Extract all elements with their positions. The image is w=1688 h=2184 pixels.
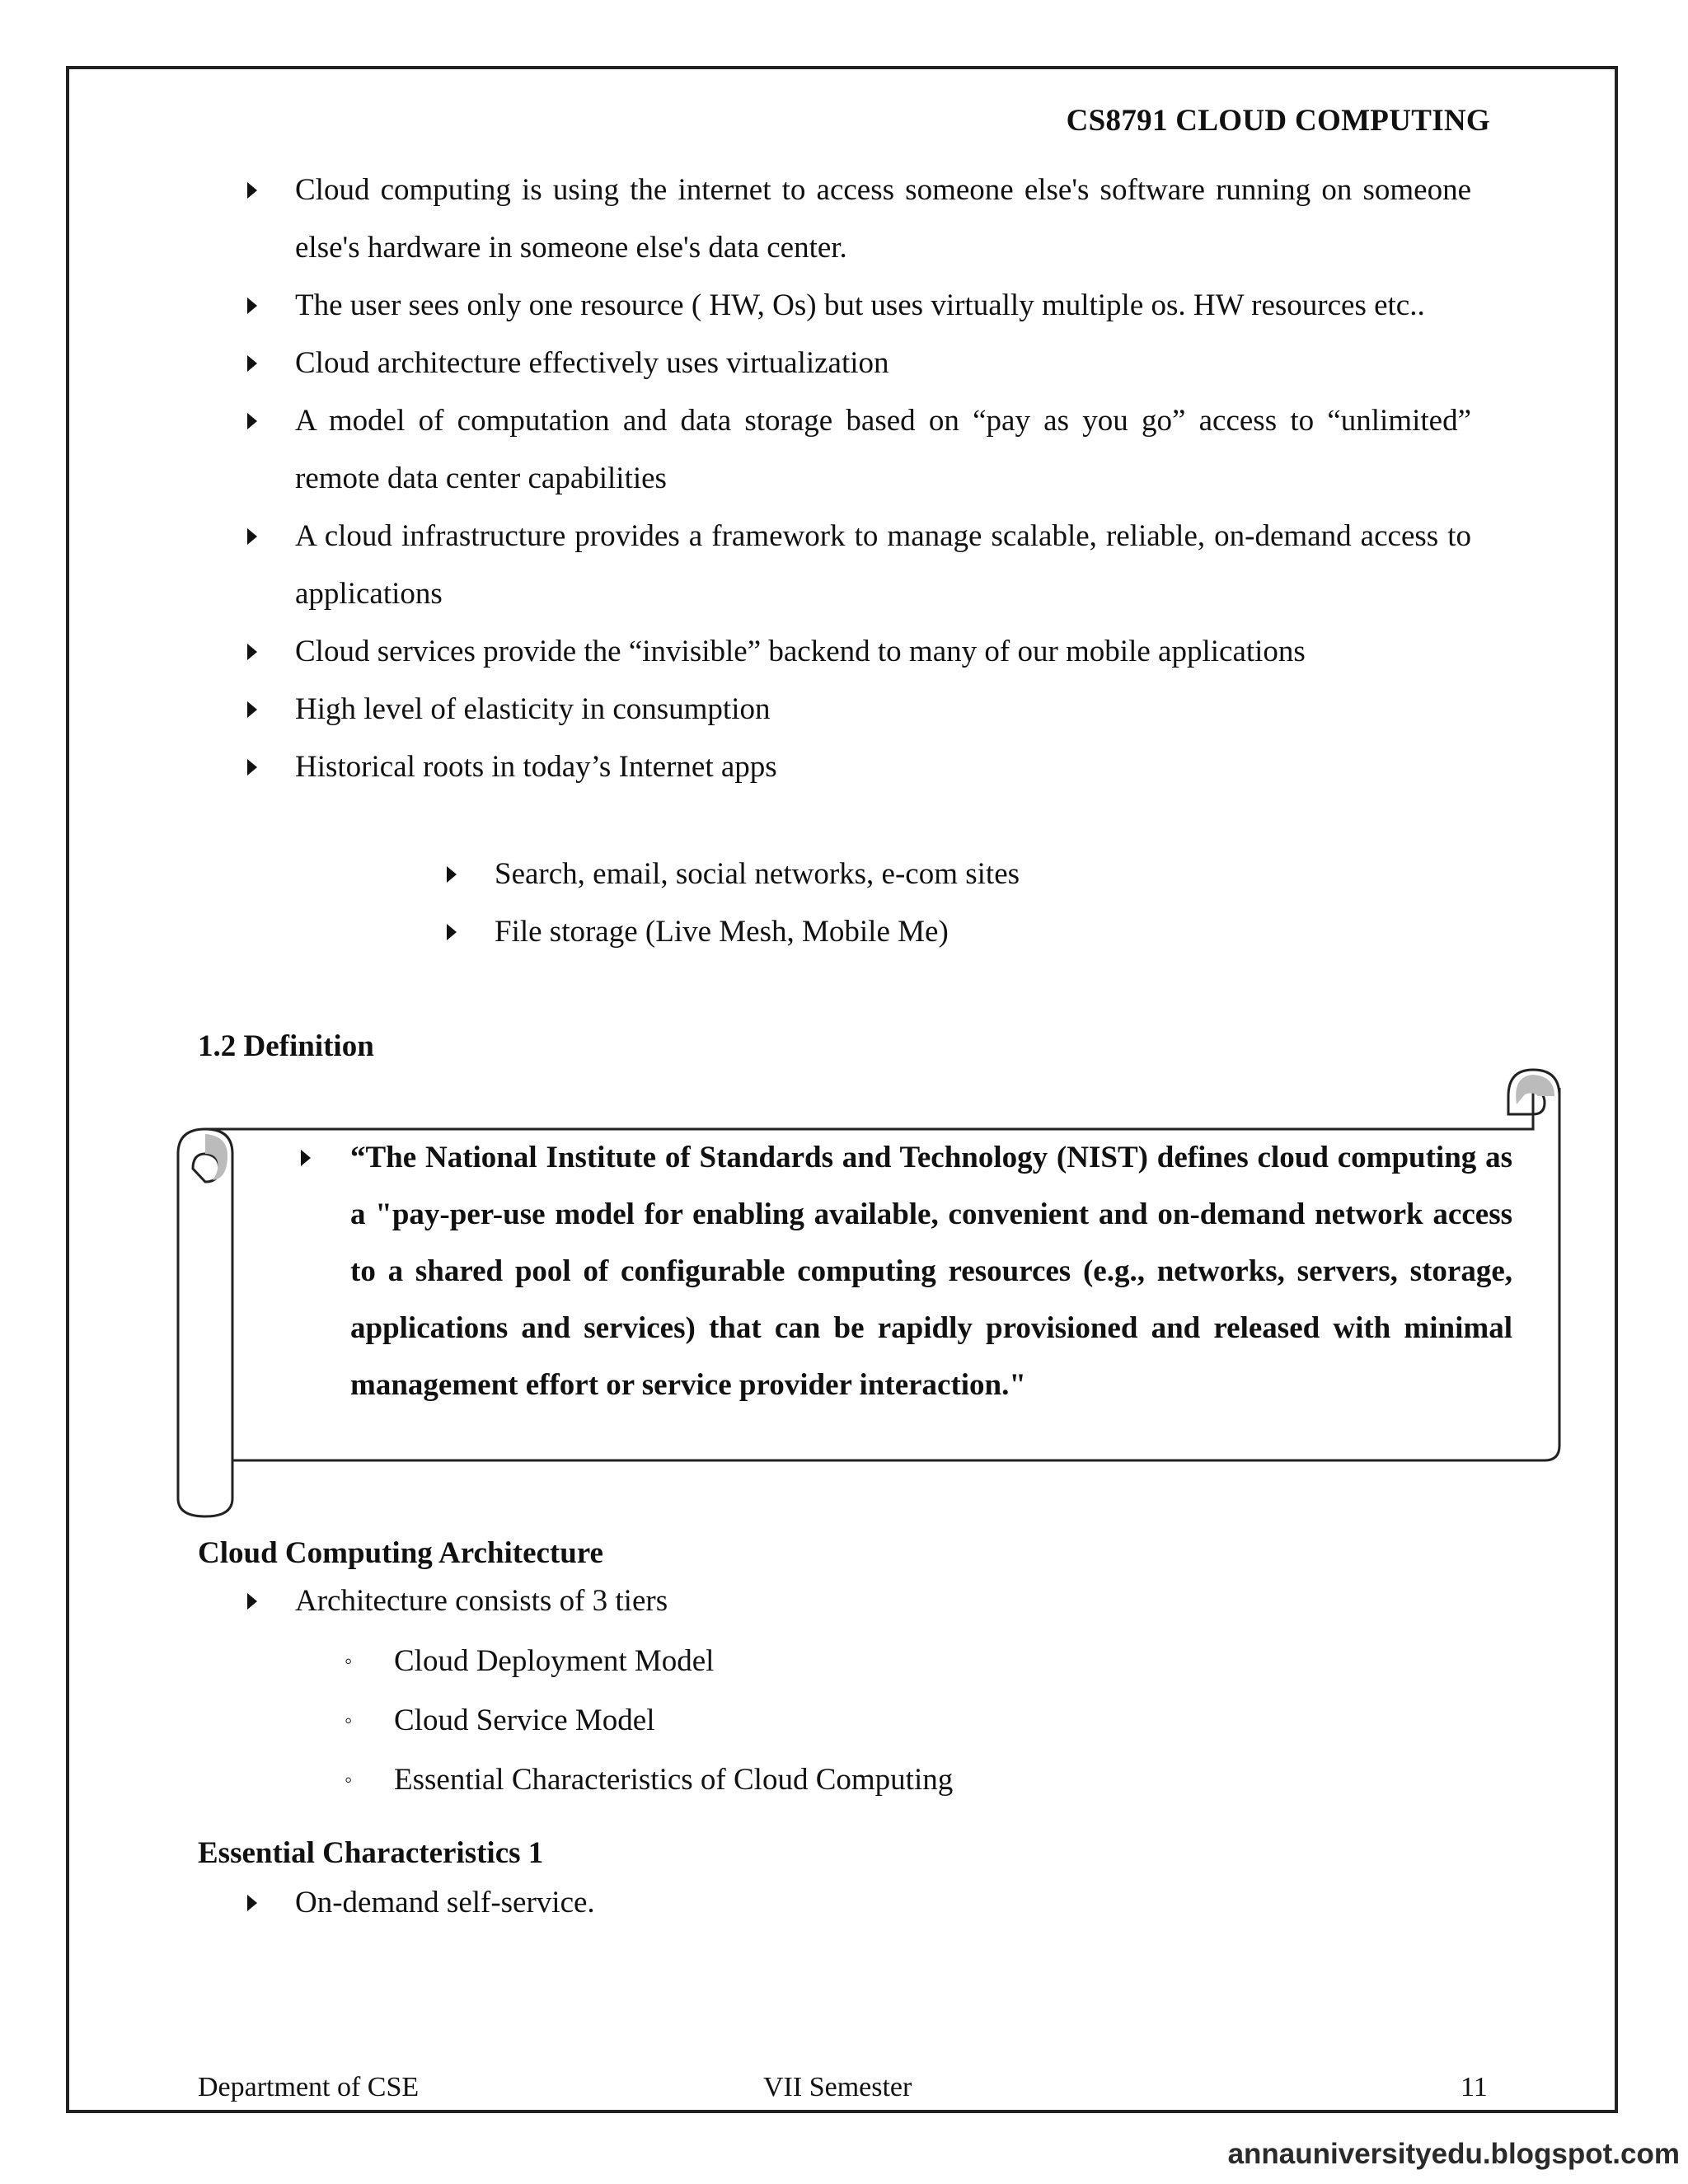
footer-semester: VII Semester <box>763 2072 912 2102</box>
essential-heading: Essential Characteristics 1 <box>198 1836 544 1870</box>
list-item: A cloud infrastructure provides a framework to manage scalable, reliable, on-demand access to applications <box>295 508 1471 623</box>
list-item: Historical roots in today’s Internet apps <box>295 738 1471 796</box>
essential-bullet-list <box>295 1874 1471 1932</box>
nist-definition-quote: “The National Institute of Standards and Technology (NIST) defines cloud computing as a "pay-per-use model for enabling available, convenient and on-demand network access to a shared pool of configurable computing resources (e.g., networks, servers, storage, applications and services) that can be rapidly provisioned and released with minimal management effort or service provider interaction." <box>350 1129 1512 1413</box>
page-header-title: CS8791 CLOUD COMPUTING <box>1066 104 1490 138</box>
list-item: Search, email, social networks, e-com sites <box>495 846 1401 903</box>
list-item: The user sees only one resource ( HW, Os) but uses virtually multiple os. HW resources etc.. <box>295 277 1471 335</box>
footer-department: Department of CSE <box>198 2072 420 2102</box>
list-item: ◦ Cloud Deployment Model <box>394 1632 1383 1691</box>
list-item: On-demand self-service. <box>295 1874 1471 1932</box>
footer-page-number: 11 <box>1461 2072 1488 2102</box>
circle-bullet-icon: ◦ <box>345 1649 353 1673</box>
list-item: High level of elasticity in consumption <box>295 681 1471 738</box>
triangle-bullet-icon <box>247 1895 257 1911</box>
circle-bullet-icon: ◦ <box>345 1768 353 1792</box>
list-item: A model of computation and data storage based on “pay as you go” access to “unlimited” remote data center capabilities <box>295 392 1471 508</box>
list-item: Cloud architecture effectively uses virtualization <box>295 335 1471 392</box>
list-item: Architecture consists of 3 tiers <box>295 1572 1471 1630</box>
list-item: Cloud services provide the “invisible” backend to many of our mobile applications <box>295 623 1471 681</box>
list-item: File storage (Live Mesh, Mobile Me) <box>495 903 1401 961</box>
triangle-bullet-icon <box>301 1150 311 1166</box>
list-item: ◦ Essential Characteristics of Cloud Computing <box>394 1750 1383 1810</box>
architecture-bullet-list <box>295 1572 1471 1630</box>
triangle-bullet-icon <box>247 1593 257 1610</box>
list-item: ◦ Cloud Service Model <box>394 1691 1383 1750</box>
watermark-url: annauniversityedu.blogspot.com <box>1227 2138 1680 2170</box>
architecture-heading: Cloud Computing Architecture <box>198 1536 603 1570</box>
circle-bullet-icon: ◦ <box>345 1708 353 1732</box>
definition-heading: 1.2 Definition <box>198 1029 374 1063</box>
architecture-tier-list <box>345 1632 1383 1810</box>
list-item: Cloud computing is using the internet to access someone else's software running on someone else's hardware in someone else's data center. <box>295 162 1471 277</box>
